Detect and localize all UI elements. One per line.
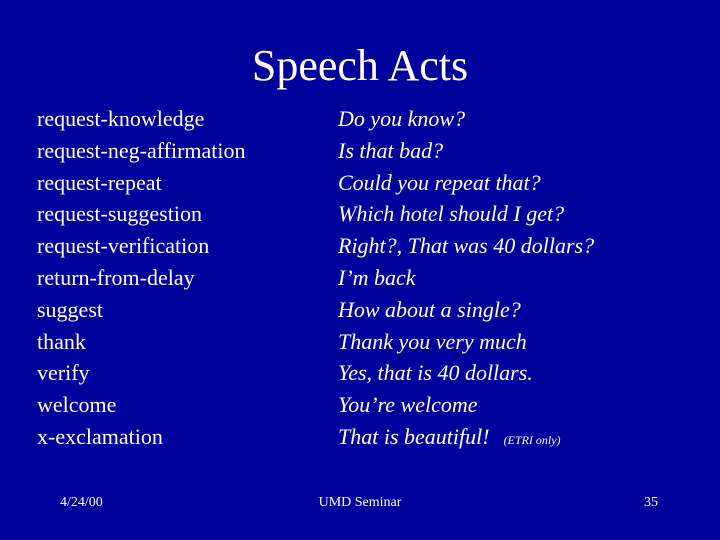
speech-act-example: I’m back bbox=[338, 264, 416, 290]
speech-act-example: That is beautiful! bbox=[338, 423, 490, 449]
speech-act-name: request-verification bbox=[37, 233, 210, 259]
speech-act-example: You’re welcome bbox=[338, 392, 478, 418]
footer-center-text: UMD Seminar bbox=[318, 495, 402, 510]
speech-act-example: Yes, that is 40 dollars. bbox=[338, 360, 533, 386]
speech-act-name: welcome bbox=[37, 392, 117, 418]
speech-act-names bbox=[37, 103, 327, 453]
speech-act-example: Do you know? bbox=[338, 106, 466, 131]
speech-act-example-row bbox=[338, 421, 708, 457]
example-note: (ETRI only) bbox=[503, 432, 561, 447]
speech-act-example: Is that bad? bbox=[338, 137, 444, 163]
page-number: 35 bbox=[644, 495, 658, 510]
speech-act-name: verify bbox=[37, 360, 90, 386]
slide-title: Speech Acts bbox=[251, 41, 469, 90]
speech-act-name: request-repeat bbox=[37, 169, 162, 195]
speech-act-example: How about a single? bbox=[338, 296, 521, 322]
speech-act-examples bbox=[338, 103, 708, 457]
speech-act-example: Thank you very much bbox=[338, 328, 527, 354]
speech-act-name: return-from-delay bbox=[37, 264, 195, 290]
speech-act-name: suggest bbox=[37, 296, 103, 322]
speech-act-name: request-neg-affirmation bbox=[37, 137, 246, 163]
speech-act-name: request-suggestion bbox=[37, 201, 202, 227]
footer-date: 4/24/00 bbox=[60, 495, 103, 510]
speech-act-example: Could you repeat that? bbox=[338, 169, 541, 195]
speech-act-name: request-knowledge bbox=[37, 106, 205, 131]
speech-act-example: Which hotel should I get? bbox=[338, 201, 565, 227]
speech-act-name: x-exclamation bbox=[37, 423, 163, 449]
speech-act-name: thank bbox=[37, 328, 86, 354]
speech-act-example: Right?, That was 40 dollars? bbox=[338, 233, 595, 259]
